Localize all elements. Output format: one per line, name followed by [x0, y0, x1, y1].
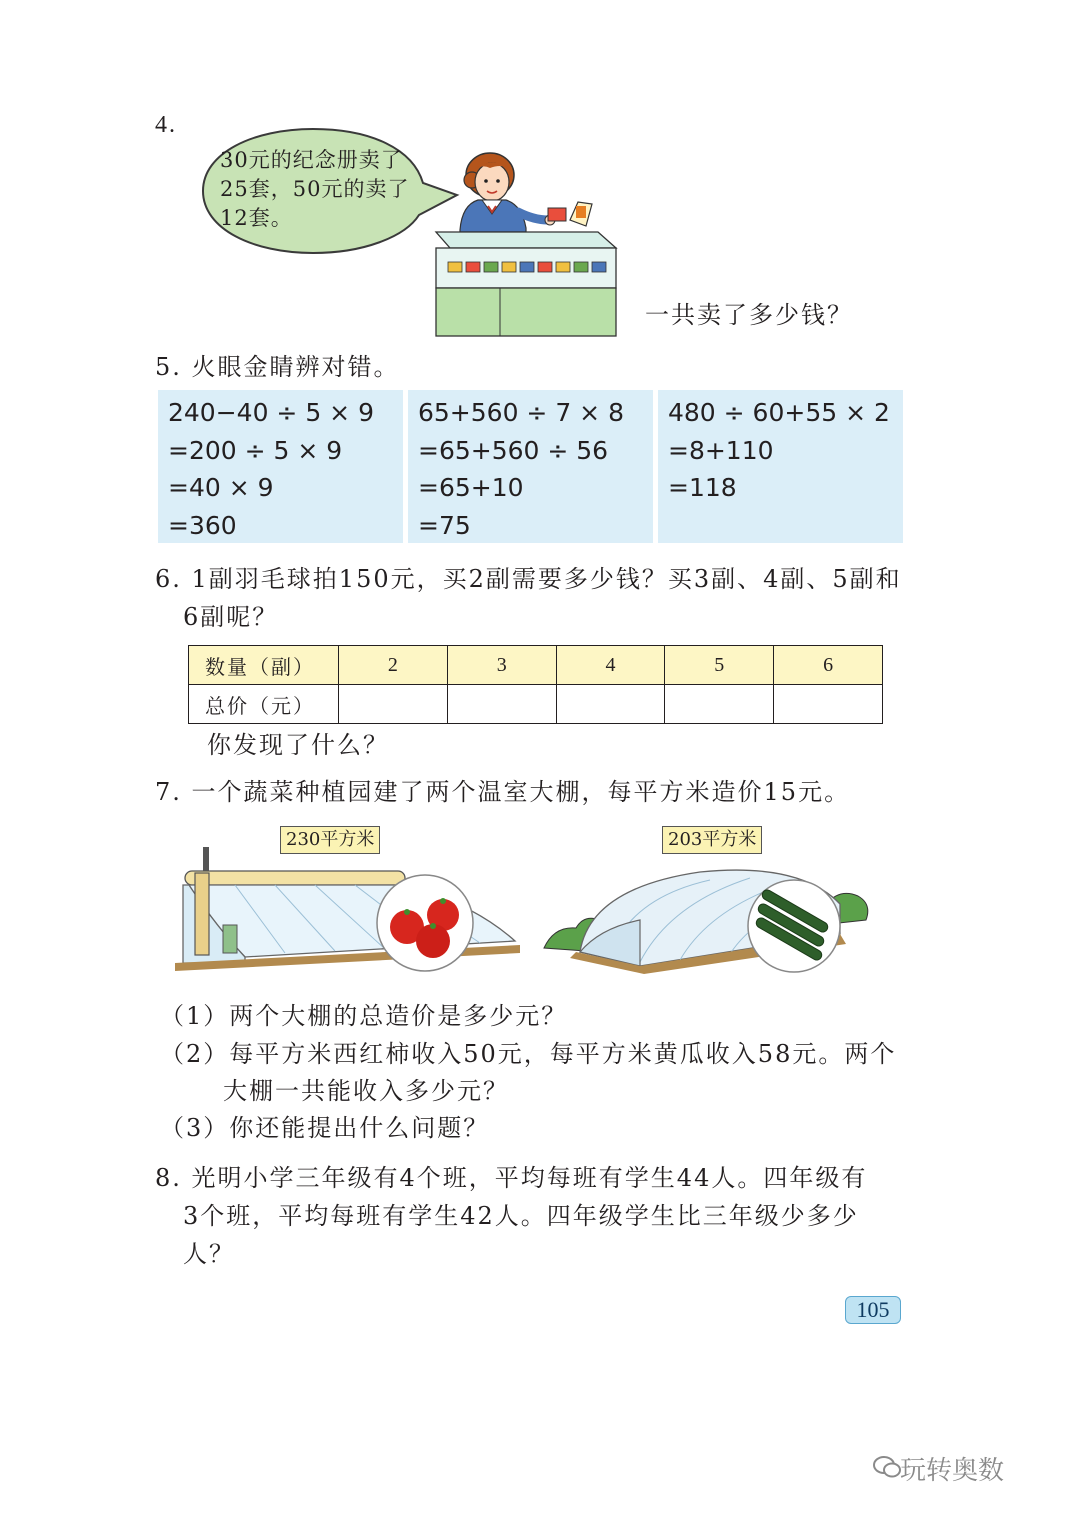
- table-cell-empty: [774, 685, 883, 724]
- greenhouse-2-label: 203平方米: [662, 826, 762, 854]
- table-cell: 3: [447, 646, 556, 685]
- saleswoman-illustration: [430, 150, 630, 340]
- table-row: [189, 685, 883, 724]
- table-cell-empty: [556, 685, 665, 724]
- problem-4-question: 一共卖了多少钱？: [645, 301, 853, 329]
- calc-line: =118: [668, 473, 737, 502]
- problem-7-sub-1: （1）两个大棚的总造价是多少元？: [160, 1002, 568, 1030]
- table-cell: 2: [339, 646, 448, 685]
- problem-6-line-2: 6副呢？: [183, 603, 279, 631]
- table-row: [189, 646, 883, 685]
- problem-7-title: 7. 一个蔬菜种植园建了两个温室大棚，每平方米造价15元。: [155, 778, 851, 806]
- table-cell-empty: [447, 685, 556, 724]
- calc-line: 65+560 ÷ 7 × 8: [418, 398, 624, 427]
- calc-box-2: [408, 390, 653, 543]
- watermark-text: 玩转奥数: [900, 1456, 1005, 1486]
- calc-line: =360: [168, 510, 237, 540]
- page-number: 105: [845, 1296, 901, 1324]
- calc-line: =200 ÷ 5 × 9: [168, 435, 343, 465]
- calc-box-1: [158, 390, 403, 543]
- problem-8-line-2: 3个班，平均每班有学生42人。四年级学生比三年级少多少: [183, 1202, 859, 1230]
- table-cell: 4: [556, 646, 665, 685]
- table-cell-empty: [665, 685, 774, 724]
- problem-5-title: 5. 火眼金睛辨对错。: [155, 353, 400, 381]
- calc-box-3: [658, 390, 903, 543]
- problem-7-sub-3: （3）你还能提出什么问题？: [160, 1114, 490, 1142]
- problem-8-line-3: 人？: [183, 1240, 235, 1268]
- bubble-line-2: 25套，50元的卖了: [220, 177, 410, 201]
- wechat-icon: [872, 1454, 902, 1484]
- problem-7-sub-2-line-1: （2）每平方米西红柿收入50元，每平方米黄瓜收入58元。两个: [160, 1040, 897, 1068]
- calc-line: =40 × 9: [168, 473, 274, 502]
- greenhouse-2-illustration: [540, 848, 875, 978]
- problem-4-number: 4.: [155, 112, 177, 138]
- calc-line: 480 ÷ 60+55 × 2: [668, 398, 890, 427]
- calc-line: =65+10: [418, 473, 524, 502]
- problem-6-line-1: 6. 1副羽毛球拍150元，买2副需要多少钱？买3副、4副、5副和: [155, 565, 902, 593]
- table-cell: 6: [774, 646, 883, 685]
- table-cell-empty: [339, 685, 448, 724]
- problem-8-line-1: 8. 光明小学三年级有4个班，平均每班有学生44人。四年级有: [155, 1164, 868, 1192]
- problem-6-followup: 你发现了什么？: [207, 731, 389, 759]
- table-header-quantity: 数量（副）: [189, 646, 339, 685]
- calc-line: =65+560 ÷ 56: [418, 435, 609, 465]
- price-table: [188, 645, 883, 724]
- problem-7-sub-2-line-2: 大棚一共能收入多少元？: [223, 1077, 509, 1105]
- greenhouse-1-illustration: [175, 845, 525, 975]
- bubble-line-3: 12套。: [220, 206, 293, 230]
- calc-line: =8+110: [668, 435, 774, 465]
- bubble-line-1: 30元的纪念册卖了: [220, 148, 403, 172]
- calc-line: =75: [418, 510, 471, 540]
- greenhouse-1-label: 230平方米: [280, 826, 380, 854]
- calc-line: 240−40 ÷ 5 × 9: [168, 398, 374, 427]
- table-cell: 5: [665, 646, 774, 685]
- table-header-total: 总价（元）: [189, 685, 339, 724]
